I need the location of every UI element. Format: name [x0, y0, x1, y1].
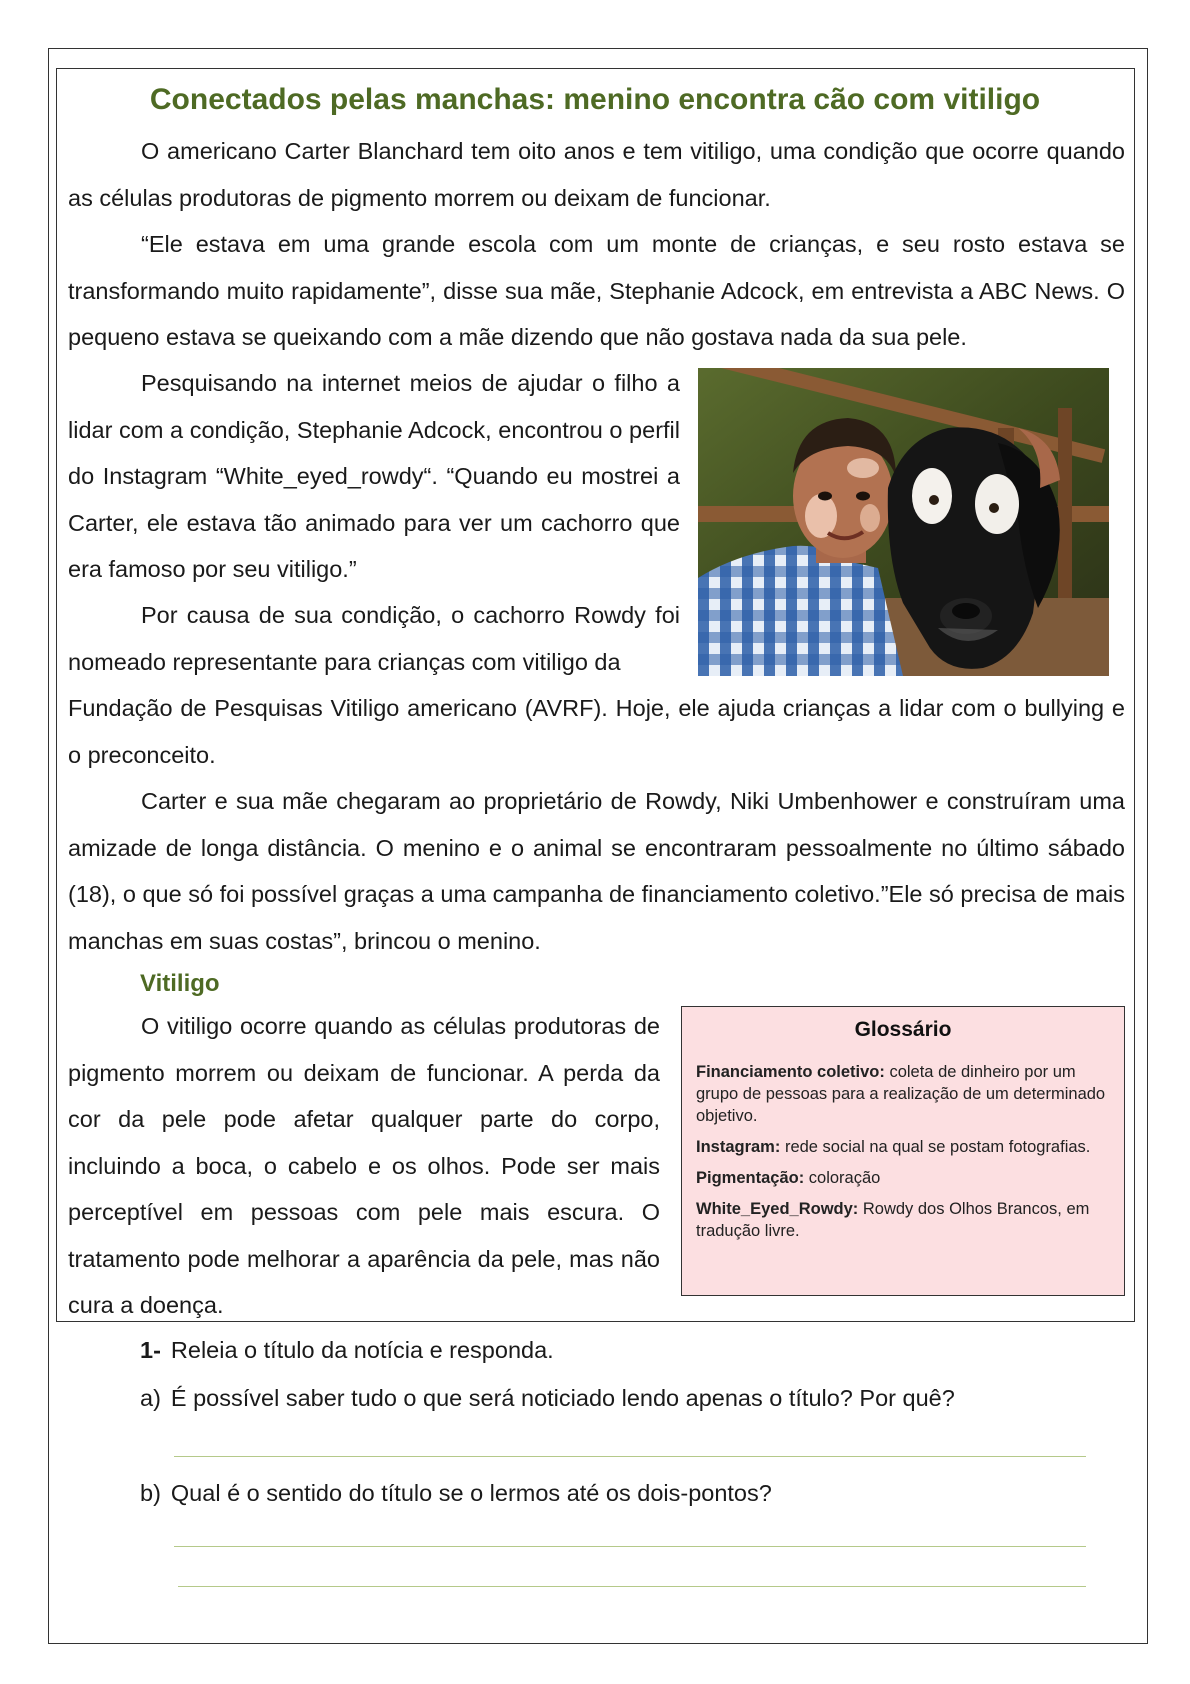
question-text: É possível saber tudo o que será noticiado lendo apenas o título? Por quê?	[170, 1385, 955, 1411]
glossary-definition: coloração	[804, 1169, 881, 1187]
glossary-item-pigmentacao	[696, 1167, 1110, 1189]
question-1	[140, 1333, 554, 1367]
question-text: Releia o título da notícia e responda.	[170, 1337, 554, 1363]
question-number: 1-	[140, 1337, 161, 1363]
answer-line-b-2[interactable]	[178, 1586, 1086, 1587]
paragraph-1: O americano Carter Blanchard tem oito anos e tem vitiligo, uma condição que ocorre quando as células produtoras de pigmento morrem ou deixam de funcionar.	[68, 138, 1125, 211]
question-letter: a)	[140, 1385, 161, 1411]
glossary-item-white-eyed-rowdy	[696, 1198, 1110, 1242]
question-letter: b)	[140, 1480, 161, 1506]
paragraph-4-top: Por causa de sua condição, o cachorro Rowdy foi nomeado representante para crianças com vitiligo da	[68, 602, 680, 675]
glossary-term: Instagram:	[696, 1138, 781, 1156]
paragraph-4-bottom: Fundação de Pesquisas Vitiligo americano (AVRF). Hoje, ele ajuda crianças a lidar com o bullying e o preconceito.	[68, 695, 1125, 768]
glossary-item-instagram	[696, 1136, 1110, 1158]
question-b	[140, 1476, 772, 1510]
article-title: Conectados pelas manchas: menino encontra cão com vitiligo	[149, 83, 1041, 116]
boy-and-dog-photo	[698, 368, 1109, 676]
glossary-definition: Rowdy dos Olhos Brancos, em tradução livre.	[696, 1200, 1090, 1240]
paragraph-vitiligo: O vitiligo ocorre quando as células produtoras de pigmento morrem ou deixam de funcionar. A perda da cor da pele pode afetar qualquer parte do corpo, incluindo a boca, o cabelo e os olhos. Pode ser mais perceptível em pessoas com pele mais escura. O tratamento pode melhorar a aparência da pele, mas não cura a doença.	[68, 1013, 660, 1318]
answer-line-b-1[interactable]	[174, 1546, 1086, 1547]
answer-line-a[interactable]	[174, 1456, 1086, 1457]
glossary-term: Pigmentação:	[696, 1169, 805, 1187]
glossary-item-financiamento	[696, 1061, 1110, 1127]
photo-illustration	[698, 368, 1109, 676]
paragraph-3: Pesquisando na internet meios de ajudar o filho a lidar com a condição, Stephanie Adcock, encontrou o perfil do Instagram “White_eyed_rowdy“. “Quando eu mostrei a Carter, ele estava tão animado para ver um cachorro que era famoso por seu vitiligo.”	[68, 370, 680, 582]
glossary-box	[681, 1006, 1125, 1296]
glossary-definition: coleta de dinheiro por um grupo de pessoas para a realização de um determinado objetivo.	[696, 1063, 1106, 1125]
section-heading-vitiligo: Vitiligo	[140, 970, 220, 997]
glossary-definition: rede social na qual se postam fotografias.	[780, 1138, 1091, 1156]
glossary-title: Glossário	[854, 1018, 952, 1041]
question-text: Qual é o sentido do título se o lermos até os dois-pontos?	[170, 1480, 772, 1506]
paragraph-2: “Ele estava em uma grande escola com um monte de crianças, e seu rosto estava se transformando muito rapidamente”, disse sua mãe, Stephanie Adcock, em entrevista a ABC News. O pequeno estava se queixando com a mãe dizendo que não gostava nada da sua pele.	[68, 231, 1125, 350]
glossary-term: White_Eyed_Rowdy:	[696, 1200, 859, 1218]
glossary-term: Financiamento coletivo:	[696, 1063, 885, 1081]
question-a	[140, 1381, 955, 1415]
paragraph-5: Carter e sua mãe chegaram ao proprietário de Rowdy, Niki Umbenhower e construíram uma amizade de longa distância. O menino e o animal se encontraram pessoalmente no último sábado (18), o que só foi possível graças a uma campanha de financiamento coletivo.”Ele só precisa de mais manchas em suas costas”, brincou o menino.	[68, 788, 1125, 954]
